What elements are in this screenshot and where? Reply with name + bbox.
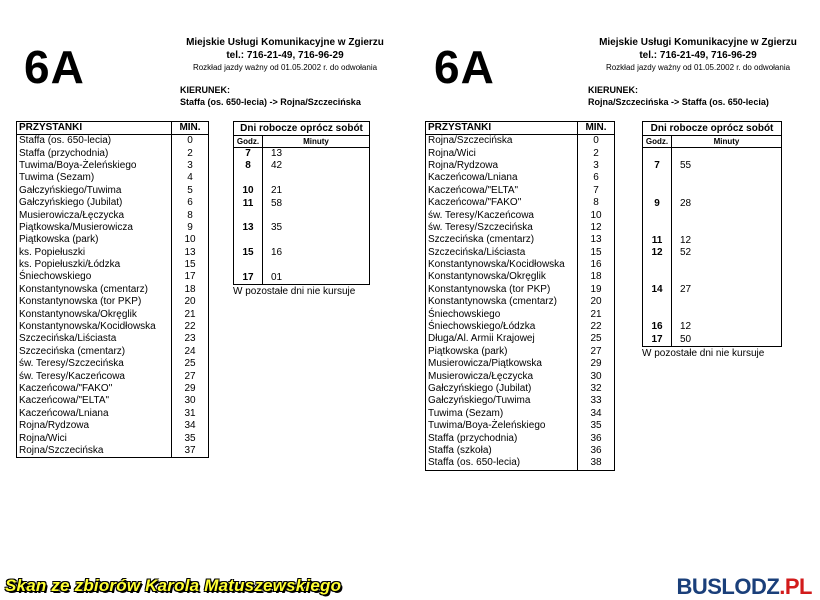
stop-minutes: 30 <box>578 370 615 382</box>
stop-minutes: 16 <box>578 259 615 271</box>
stops-table <box>425 121 615 471</box>
departure-hour: 9 <box>643 198 672 210</box>
stop-name: Gałczyńskiego (Jubilat) <box>17 197 172 209</box>
departures-title: Dni robocze oprócz sobót <box>234 122 369 136</box>
departure-minutes: 27 <box>680 284 692 296</box>
stop-row <box>426 432 615 444</box>
timetable-panel-left <box>0 0 410 560</box>
stop-minutes: 20 <box>578 296 615 308</box>
stop-name: Rojna/Szczecińska <box>17 445 172 458</box>
company-header <box>175 36 395 73</box>
stop-minutes: 33 <box>578 395 615 407</box>
stop-name: ks. Popiełuszki/Łódzka <box>17 259 172 271</box>
departure-hour <box>643 297 672 309</box>
company-phone: tel.: 716-21-49, 716-96-29 <box>226 50 344 61</box>
departure-hour: 16 <box>643 321 672 333</box>
departure-row <box>643 222 781 234</box>
departure-minutes <box>672 272 680 284</box>
validity-note: Rozkład jazdy ważny od 01.05.2002 r. do odwołania <box>605 63 791 72</box>
departure-row <box>643 297 781 309</box>
stop-minutes: 4 <box>172 172 209 184</box>
departure-minutes <box>672 148 680 160</box>
stop-name: Śniechowskiego <box>426 308 578 320</box>
stop-name: Tuwima (Sezam) <box>17 172 172 184</box>
stop-minutes: 22 <box>578 321 615 333</box>
stop-name: św. Teresy/Kaczeńcowa <box>426 209 578 221</box>
departure-row <box>643 185 781 197</box>
stop-row <box>426 308 615 320</box>
departure-row <box>234 222 369 234</box>
stop-name: ks. Popiełuszki <box>17 247 172 259</box>
stop-minutes: 18 <box>172 284 209 296</box>
stop-minutes: 5 <box>172 185 209 197</box>
stop-row <box>426 445 615 457</box>
stop-row <box>426 383 615 395</box>
stop-minutes: 13 <box>578 234 615 246</box>
stop-row <box>426 395 615 407</box>
direction-block <box>180 84 361 108</box>
departure-hour: 11 <box>234 198 263 210</box>
departure-minutes: 16 <box>271 247 283 259</box>
departure-minutes <box>672 222 680 234</box>
departure-minutes: 12 <box>680 321 692 333</box>
stop-row <box>17 172 209 184</box>
departure-minutes: 28 <box>680 197 692 209</box>
stop-minutes: 6 <box>578 172 615 184</box>
departure-minutes: 13 <box>271 148 283 159</box>
stop-row <box>17 222 209 234</box>
service-note: W pozostałe dni nie kursuje <box>233 286 356 298</box>
departure-row <box>234 160 369 172</box>
direction-label: KIERUNEK: <box>180 85 231 95</box>
stop-minutes: 38 <box>578 457 615 470</box>
stop-row <box>17 271 209 283</box>
stop-row <box>17 432 209 444</box>
hour-header: Godz. <box>643 136 672 147</box>
stop-minutes: 21 <box>172 308 209 320</box>
departure-row <box>643 210 781 222</box>
stop-minutes: 0 <box>578 135 615 148</box>
stop-name: Kaczeńcowa/"FAKO" <box>426 197 578 209</box>
timetable-panel-right <box>410 0 820 560</box>
stop-name: Szczecińska/Liściasta <box>426 247 578 259</box>
stop-minutes: 0 <box>172 135 209 148</box>
departure-hour: 7 <box>643 160 672 172</box>
stop-minutes: 29 <box>172 383 209 395</box>
stop-name: Konstantynowska/Okręglik <box>426 271 578 283</box>
departure-minutes <box>263 260 271 272</box>
stop-minutes: 31 <box>172 408 209 420</box>
departure-minutes: 21 <box>271 185 283 197</box>
stop-row <box>426 147 615 159</box>
stop-row <box>17 185 209 197</box>
departure-minutes: 01 <box>271 271 283 283</box>
departure-hour <box>643 148 672 160</box>
stop-row <box>17 160 209 172</box>
stop-row <box>426 284 615 296</box>
stop-name: św. Teresy/Szczecińska <box>426 222 578 234</box>
stop-row <box>426 296 615 308</box>
stop-minutes: 25 <box>578 333 615 345</box>
site-logo[interactable] <box>676 574 812 600</box>
stop-name: Kaczeńcowa/Lniana <box>426 172 578 184</box>
stop-row <box>17 147 209 159</box>
stop-minutes: 36 <box>578 445 615 457</box>
min-header: MIN. <box>172 122 209 135</box>
direction-block <box>588 84 769 108</box>
departure-row <box>643 272 781 284</box>
stop-name: Tuwima/Boya-Żeleńskiego <box>426 420 578 432</box>
departure-minutes: 42 <box>271 160 283 172</box>
stop-minutes: 10 <box>172 234 209 246</box>
stop-row <box>17 346 209 358</box>
stop-minutes: 30 <box>172 395 209 407</box>
stop-minutes: 8 <box>172 209 209 221</box>
stop-name: Rojna/Wici <box>17 432 172 444</box>
departure-minutes <box>672 297 680 309</box>
stop-minutes: 36 <box>578 432 615 444</box>
stop-row <box>426 247 615 259</box>
direction-label: KIERUNEK: <box>588 85 639 95</box>
departure-hour <box>643 185 672 197</box>
direction-text: Rojna/Szczecińska -> Staffa (os. 650-lecia) <box>588 97 769 107</box>
stop-name: Staffa (os. 650-lecia) <box>17 135 172 148</box>
departure-hour: 15 <box>234 247 263 259</box>
stop-row <box>426 135 615 148</box>
stop-minutes: 17 <box>172 271 209 283</box>
stop-name: Szczecińska (cmentarz) <box>426 234 578 246</box>
stop-name: Staffa (szkoła) <box>426 445 578 457</box>
stop-row <box>17 383 209 395</box>
stop-name: Konstantynowska (cmentarz) <box>426 296 578 308</box>
stop-name: Rojna/Rydzowa <box>17 420 172 432</box>
stop-minutes: 21 <box>578 308 615 320</box>
stop-minutes: 9 <box>172 222 209 234</box>
departure-hour <box>234 173 263 185</box>
departure-minutes: 55 <box>680 160 692 172</box>
departure-row <box>234 148 369 160</box>
departures-block <box>642 121 782 359</box>
departure-minutes: 58 <box>271 197 283 209</box>
departure-hour: 17 <box>234 272 263 284</box>
scan-credit: Skan ze zbiorów Karola Matuszewskiego <box>5 576 342 595</box>
stop-row <box>17 420 209 432</box>
stop-minutes: 23 <box>172 333 209 345</box>
stop-row <box>426 321 615 333</box>
stop-row <box>17 259 209 271</box>
stops-header: PRZYSTANKI <box>426 122 578 135</box>
stop-row <box>426 271 615 283</box>
stop-name: Kaczeńcowa/"ELTA" <box>17 395 172 407</box>
departure-minutes: 12 <box>680 234 692 246</box>
company-phone: tel.: 716-21-49, 716-96-29 <box>639 50 757 61</box>
stop-name: Konstantynowska/Kocidłowska <box>426 259 578 271</box>
stop-row <box>17 395 209 407</box>
stop-row <box>426 160 615 172</box>
departure-row <box>643 198 781 210</box>
stop-name: Tuwima/Boya-Żeleńskiego <box>17 160 172 172</box>
stop-name: Piątkowska (park) <box>17 234 172 246</box>
stop-name: Rojna/Wici <box>426 147 578 159</box>
departure-row <box>234 272 369 284</box>
stop-name: Staffa (przychodnia) <box>17 147 172 159</box>
stop-row <box>17 370 209 382</box>
departure-hour: 8 <box>234 160 263 172</box>
departure-hour: 11 <box>643 235 672 247</box>
stop-name: Gałczyńskiego/Tuwima <box>426 395 578 407</box>
stop-minutes: 7 <box>578 185 615 197</box>
stop-row <box>17 408 209 420</box>
stop-minutes: 18 <box>578 271 615 283</box>
stop-row <box>426 420 615 432</box>
departure-minutes: 50 <box>680 333 692 345</box>
departure-hour <box>234 210 263 222</box>
departure-row <box>234 260 369 272</box>
stop-name: Musierowicza/Łęczycka <box>17 209 172 221</box>
departure-minutes: 35 <box>271 222 283 234</box>
stop-minutes: 3 <box>172 160 209 172</box>
departure-row <box>643 309 781 321</box>
stop-minutes: 19 <box>578 284 615 296</box>
stop-name: Staffa (os. 650-lecia) <box>426 457 578 470</box>
departure-hour: 12 <box>643 247 672 259</box>
stop-minutes: 15 <box>578 247 615 259</box>
stop-row <box>17 135 209 148</box>
route-number: 6A <box>434 41 495 93</box>
stop-row <box>17 296 209 308</box>
stop-name: Piątkowska/Musierowicza <box>17 222 172 234</box>
stop-name: Śniechowskiego <box>17 271 172 283</box>
company-name: Miejskie Usługi Komunikacyjne w Zgierzu <box>599 37 797 48</box>
departure-minutes <box>263 235 271 247</box>
stop-name: Rojna/Rydzowa <box>426 160 578 172</box>
stop-minutes: 35 <box>172 432 209 444</box>
stop-minutes: 34 <box>172 420 209 432</box>
stop-row <box>17 445 209 458</box>
departure-row <box>643 173 781 185</box>
stop-name: Konstantynowska (tor PKP) <box>426 284 578 296</box>
service-note: W pozostałe dni nie kursuje <box>642 348 765 360</box>
stop-name: Konstantynowska (cmentarz) <box>17 284 172 296</box>
stop-name: Kaczeńcowa/"ELTA" <box>426 185 578 197</box>
stop-minutes: 29 <box>578 358 615 370</box>
departure-hour <box>643 309 672 321</box>
stop-row <box>426 209 615 221</box>
stop-name: Kaczeńcowa/"FAKO" <box>17 383 172 395</box>
stop-name: Rojna/Szczecińska <box>426 135 578 148</box>
departure-row <box>643 260 781 272</box>
departure-row <box>643 160 781 172</box>
departure-hour <box>643 272 672 284</box>
departure-minutes <box>672 173 680 185</box>
stop-minutes: 20 <box>172 296 209 308</box>
stop-row <box>426 172 615 184</box>
stop-minutes: 2 <box>172 147 209 159</box>
stop-name: Musierowicza/Piątkowska <box>426 358 578 370</box>
stop-row <box>426 408 615 420</box>
stop-row <box>17 333 209 345</box>
stop-row <box>426 370 615 382</box>
company-header <box>588 36 808 73</box>
departure-minutes <box>672 185 680 197</box>
departure-minutes <box>672 260 680 272</box>
logo-domain: .PL <box>779 574 812 599</box>
stop-name: Kaczeńcowa/Lniana <box>17 408 172 420</box>
departure-row <box>643 321 781 333</box>
stop-name: Szczecińska/Liściasta <box>17 333 172 345</box>
stop-row <box>426 185 615 197</box>
departure-hour <box>643 222 672 234</box>
minutes-header: Minuty <box>713 137 740 146</box>
departure-hour <box>234 260 263 272</box>
departure-minutes <box>263 173 271 185</box>
stop-name: św. Teresy/Szczecińska <box>17 358 172 370</box>
stop-minutes: 34 <box>578 408 615 420</box>
departure-hour <box>643 210 672 222</box>
departure-row <box>234 198 369 210</box>
stop-minutes: 13 <box>172 247 209 259</box>
stop-row <box>17 197 209 209</box>
departure-hour <box>643 260 672 272</box>
departure-row <box>234 173 369 185</box>
departure-minutes <box>672 210 680 222</box>
departure-row <box>643 148 781 160</box>
departure-row <box>234 247 369 259</box>
stop-minutes: 35 <box>578 420 615 432</box>
stop-name: Konstantynowska (tor PKP) <box>17 296 172 308</box>
stop-name: Tuwima (Sezam) <box>426 408 578 420</box>
stop-row <box>17 247 209 259</box>
stop-row <box>17 209 209 221</box>
stop-name: Gałczyńskiego/Tuwima <box>17 185 172 197</box>
departure-row <box>643 284 781 296</box>
departures-block <box>233 121 370 297</box>
departure-row <box>234 235 369 247</box>
stop-minutes: 15 <box>172 259 209 271</box>
departure-row <box>643 247 781 259</box>
stop-name: Konstantynowska/Kocidłowska <box>17 321 172 333</box>
stop-name: św. Teresy/Kaczeńcowa <box>17 370 172 382</box>
departure-hour: 13 <box>234 222 263 234</box>
hour-header: Godz. <box>234 136 263 147</box>
stop-row <box>426 358 615 370</box>
departure-hour: 10 <box>234 185 263 197</box>
stop-name: Musierowicza/Łęczycka <box>426 370 578 382</box>
stop-name: Konstantynowska/Okręglik <box>17 308 172 320</box>
stop-row <box>426 197 615 209</box>
stop-row <box>17 358 209 370</box>
route-number: 6A <box>24 41 85 93</box>
stop-minutes: 2 <box>578 147 615 159</box>
departure-hour: 17 <box>643 334 672 346</box>
stop-minutes: 27 <box>172 370 209 382</box>
stops-table <box>16 121 209 458</box>
departure-row <box>234 185 369 197</box>
departure-row <box>643 334 781 346</box>
stop-row <box>426 333 615 345</box>
stop-row <box>426 346 615 358</box>
stop-minutes: 6 <box>172 197 209 209</box>
stop-minutes: 3 <box>578 160 615 172</box>
stop-minutes: 27 <box>578 346 615 358</box>
departure-row <box>643 235 781 247</box>
departure-hour: 7 <box>234 148 263 160</box>
departures-title: Dni robocze oprócz sobót <box>643 122 781 136</box>
stop-row <box>17 234 209 246</box>
stop-minutes: 10 <box>578 209 615 221</box>
stop-row <box>17 308 209 320</box>
stop-name: Długa/Al. Armii Krajowej <box>426 333 578 345</box>
stop-minutes: 25 <box>172 358 209 370</box>
stop-row <box>426 234 615 246</box>
departure-minutes <box>263 210 271 222</box>
logo-text: BUSLODZ <box>676 574 780 599</box>
stop-name: Piątkowska (park) <box>426 346 578 358</box>
stop-name: Śniechowskiego/Łódzka <box>426 321 578 333</box>
stop-row <box>426 222 615 234</box>
departure-hour: 14 <box>643 284 672 296</box>
stop-name: Gałczyńskiego (Jubilat) <box>426 383 578 395</box>
stop-row <box>17 321 209 333</box>
stop-name: Staffa (przychodnia) <box>426 432 578 444</box>
stop-minutes: 37 <box>172 445 209 458</box>
stop-minutes: 12 <box>578 222 615 234</box>
departure-minutes: 52 <box>680 247 692 259</box>
min-header: MIN. <box>578 122 615 135</box>
stop-row <box>426 457 615 470</box>
stop-row <box>426 259 615 271</box>
departure-hour <box>643 173 672 185</box>
stop-minutes: 32 <box>578 383 615 395</box>
company-name: Miejskie Usługi Komunikacyjne w Zgierzu <box>186 37 384 48</box>
stop-minutes: 24 <box>172 346 209 358</box>
departure-hour <box>234 235 263 247</box>
stop-minutes: 8 <box>578 197 615 209</box>
stop-row <box>17 284 209 296</box>
stop-name: Szczecińska (cmentarz) <box>17 346 172 358</box>
departure-minutes <box>672 309 680 321</box>
validity-note: Rozkład jazdy ważny od 01.05.2002 r. do odwołania <box>192 63 378 72</box>
minutes-header: Minuty <box>303 137 329 146</box>
stop-minutes: 22 <box>172 321 209 333</box>
stops-header: PRZYSTANKI <box>17 122 172 135</box>
departure-row <box>234 210 369 222</box>
direction-text: Staffa (os. 650-lecia) -> Rojna/Szczecińska <box>180 97 361 107</box>
